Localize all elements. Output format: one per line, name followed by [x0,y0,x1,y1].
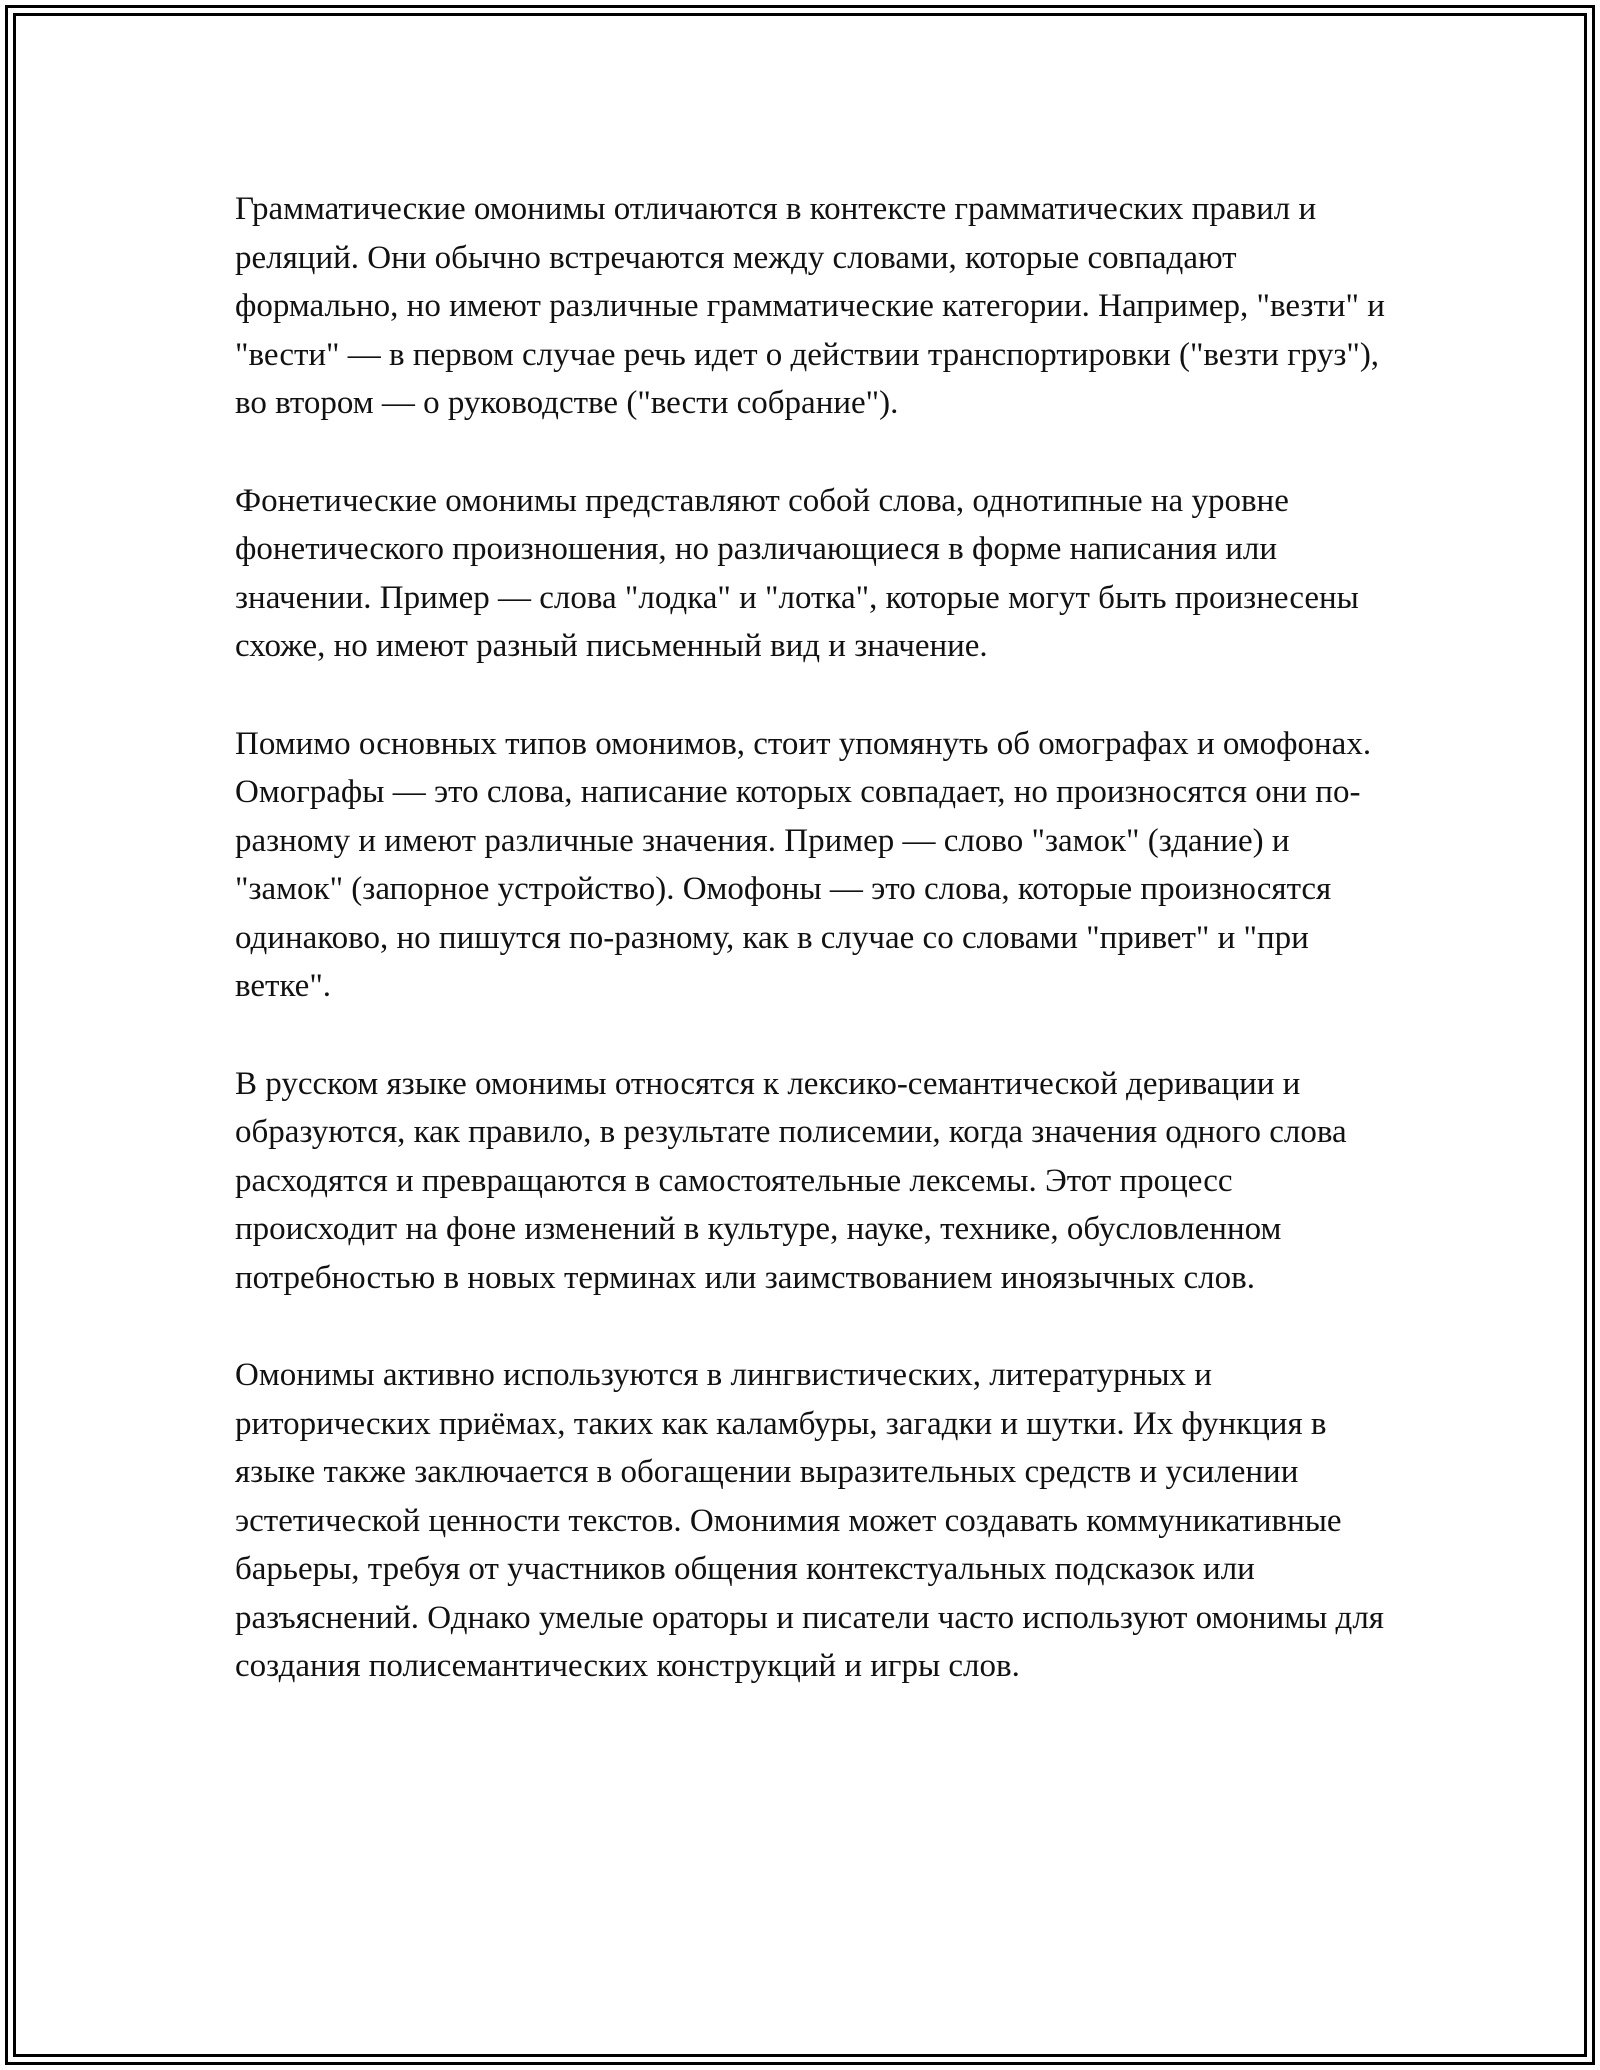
paragraph-homonyms-usage: Омонимы активно используются в лингвистических, литературных и риторических приёмах, таких как каламбуры, загадки и шутки. Их функция в языке также заключается в обогащении выразительных средств и усилении эстетической ценности текстов. Омонимия может создавать коммуникативные барьеры, требуя от участников общения контекстуальных подсказок или разъяснений. Однако умелые ораторы и писатели часто используют омонимы для создания полисемантических конструкций и игры слов. [235,1357,1384,1684]
paragraph-lexical-semantic-derivation: В русском языке омонимы относятся к лексико-семантической деривации и образуются, как правило, в результате полисемии, когда значения одного слова расходятся и превращаются в самостоятельные лексемы. Этот процесс происходит на фоне изменений в культуре, науке, технике, обусловленном потребностью в новых терминах или заимствованием иноязычных слов. [235,1065,1347,1296]
paragraph-phonetic-homonyms: Фонетические омонимы представляют собой слова, однотипные на уровне фонетического произношения, но различающиеся в форме написания или значении. Пример — слова "лодка" и "лотка", которые могут быть произнесены схоже, но имеют разный письменный вид и значение. [235,482,1359,664]
paragraph-grammatical-homonyms: Грамматические омонимы отличаются в контексте грамматических правил и реляций. Они обычно встречаются между словами, которые совпадают формально, но имеют различные грамматические категории. Например, "везти" и "вести" — в первом случае речь идет о действии транспортировки ("везти груз"), во втором — о руководстве ("вести собрание"). [235,191,1385,421]
paragraph-homographs-homophones: Помимо основных типов омонимов, стоит упомянуть об омографах и омофонах. Омографы — это слова, написание которых совпадает, но произносятся они по-разному и имеют различные значения. Пример — слово "замок" (здание) и "замок" (запорное устройство). Омофоны — это слова, которые произносятся одинаково, но пишутся по-разному, как в случае со словами "привет" и "при ветке". [235,725,1372,1004]
document-body [235,185,1385,1691]
